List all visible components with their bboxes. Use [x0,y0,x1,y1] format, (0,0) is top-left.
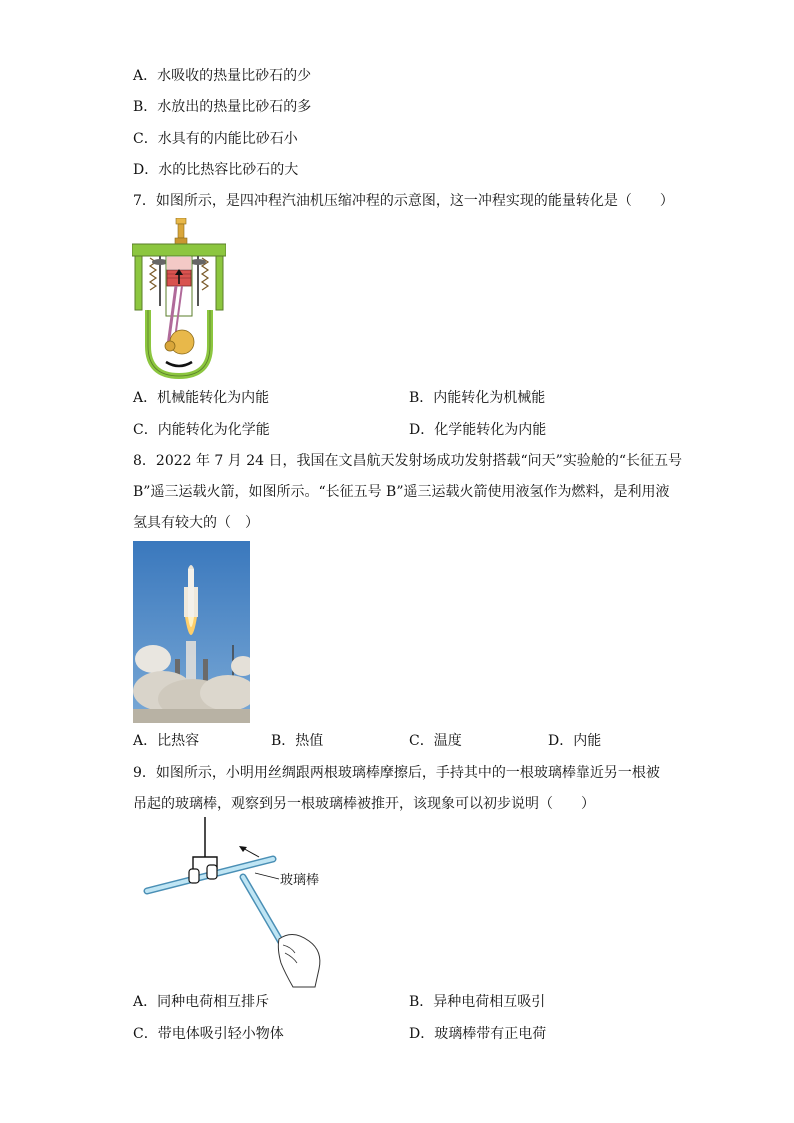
q6-option-a: A．水吸收的热量比砂石的少 [133,68,312,84]
engine-compression-figure [132,218,226,382]
q7-option-d: D．化学能转化为内能 [409,422,547,438]
q7-option-c: C．内能转化为化学能 [133,422,270,438]
glass-rod-label: 玻璃棒 [280,873,320,888]
q8-option-d: D．内能 [548,733,602,749]
q8-stem-line-1: 8．2022 年 7 月 24 日，我国在文昌航天发射场成功发射搭载“问天”实验舱的“长征五号 [133,453,682,469]
q6-option-b: B．水放出的热量比砂石的多 [133,99,312,115]
q9-stem-line-1: 9．如图所示，小明用丝绸跟两根玻璃棒摩擦后，手持其中的一根玻璃棒靠近另一根被 [133,765,660,781]
q9-option-b: B．异种电荷相互吸引 [409,994,546,1010]
q7-stem: 7．如图所示，是四冲程汽油机压缩冲程的示意图，这一冲程实现的能量转化是（ ） [133,193,674,209]
q9-option-d: D．玻璃棒带有正电荷 [409,1026,547,1042]
q9-option-c: C．带电体吸引轻小物体 [133,1026,284,1042]
q8-option-b: B．热值 [271,733,324,749]
q6-option-c: C．水具有的内能比砂石小 [133,131,298,147]
q8-option-a: A．比热容 [133,733,200,749]
q9-stem-line-2: 吊起的玻璃棒，观察到另一根玻璃棒被推开，该现象可以初步说明（ ） [133,796,595,812]
q7-option-a: A．机械能转化为内能 [133,390,270,406]
q6-option-d: D．水的比热容比砂石的大 [133,162,299,178]
glass-rod-figure [143,817,343,989]
q8-option-c: C．温度 [409,733,462,749]
q8-stem-line-2: B”遥三运载火箭，如图所示。“长征五号 B”遥三运载火箭使用液氢作为燃料，是利用液 [133,484,670,500]
q9-option-a: A．同种电荷相互排斥 [133,994,270,1010]
q7-option-b: B．内能转化为机械能 [409,390,546,406]
q8-stem-line-3: 氢具有较大的（ ） [133,515,259,531]
rocket-launch-photo [133,541,250,723]
